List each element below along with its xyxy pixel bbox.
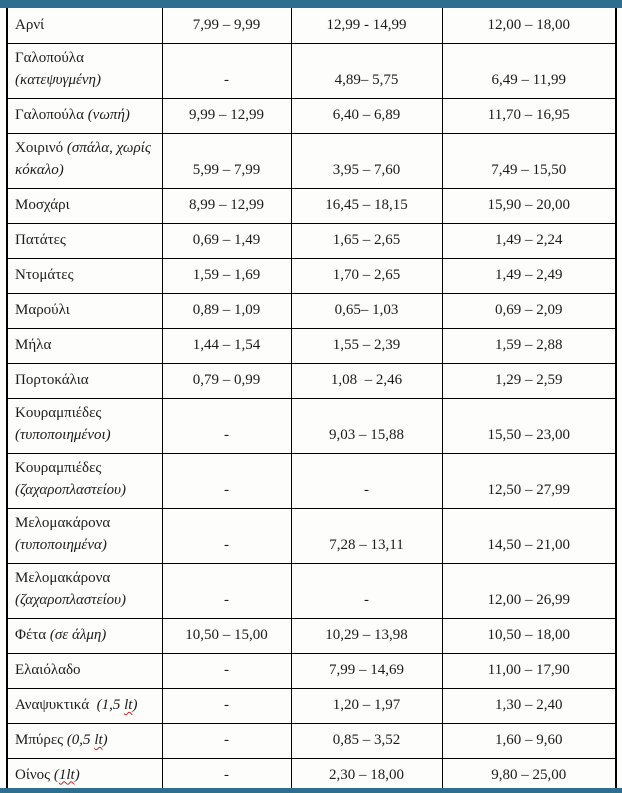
price-range-cell: 7,49 – 15,50 (442, 133, 616, 188)
spellcheck-flagged-text: 1lt (58, 766, 75, 783)
product-name-note: ) (102, 732, 108, 748)
price-range-cell: 0,69 – 1,49 (162, 223, 291, 258)
price-range-cell: 4,89– 5,75 (291, 43, 442, 98)
price-range-cell: 12,50 – 27,99 (442, 453, 616, 508)
product-name-note: (τυποποιημένοι) (15, 427, 111, 443)
table-row (7, 8, 616, 43)
price-range-cell: 10,50 – 15,00 (162, 618, 291, 653)
price-range-cell: 1,44 – 1,54 (162, 328, 291, 363)
price-range-cell: 10,50 – 18,00 (442, 618, 616, 653)
table-row (7, 563, 616, 618)
product-name-text: Αρνί (15, 17, 45, 33)
price-range-cell: 12,00 – 18,00 (442, 8, 616, 43)
product-name-text: Πορτοκάλια (15, 372, 89, 388)
price-missing-cell: - (162, 723, 291, 758)
product-name-cell (7, 98, 162, 133)
product-name-text: Μελομακάρονα (15, 514, 114, 531)
table-row (7, 328, 616, 363)
product-name-text: Γαλοπούλα (15, 49, 88, 66)
price-range-cell: 5,99 – 7,99 (162, 133, 291, 188)
price-range-cell: 1,49 – 2,24 (442, 223, 616, 258)
product-name-cell (7, 8, 162, 43)
product-name-text: Ελαιόλαδο (15, 662, 81, 678)
product-name-note: (τυποποιημένα) (15, 537, 107, 553)
spellcheck-flagged-text: lt (124, 697, 133, 713)
price-range-cell: 6,49 – 11,99 (442, 43, 616, 98)
product-name-cell (7, 293, 162, 328)
price-range-cell: 1,49 – 2,49 (442, 258, 616, 293)
price-missing-cell: - (162, 508, 291, 563)
table-row (7, 723, 616, 758)
price-range-cell: 1,65 – 2,65 (291, 223, 442, 258)
product-name-note: (κατεψυγμένη) (15, 72, 101, 88)
price-range-cell: 2,30 – 18,00 (291, 758, 442, 793)
price-range-cell: 0,79 – 0,99 (162, 363, 291, 398)
price-missing-cell: - (162, 398, 291, 453)
product-name-note: (ζαχαροπλαστείου) (15, 592, 127, 608)
price-range-cell: 1,60 – 9,60 (442, 723, 616, 758)
product-name-cell (7, 258, 162, 293)
product-name-text: Μήλα (15, 337, 52, 353)
product-name-note: (1,5 (96, 697, 125, 713)
price-range-cell: 1,29 – 2,59 (442, 363, 616, 398)
price-range-cell: 7,99 – 9,99 (162, 8, 291, 43)
price-range-cell: 0,89 – 1,09 (162, 293, 291, 328)
price-range-cell: 12,99 - 14,99 (291, 8, 442, 43)
product-name-cell (7, 723, 162, 758)
price-range-cell: 15,90 – 20,00 (442, 188, 616, 223)
product-name-cell (7, 398, 162, 453)
product-name-cell (7, 563, 162, 618)
product-name-text: Μαρούλι (15, 302, 70, 318)
table-row (7, 293, 616, 328)
product-name-text: Φέτα (15, 627, 50, 643)
price-range-cell: 7,99 – 14,69 (291, 653, 442, 688)
price-range-cell: 1,08 – 2,46 (291, 363, 442, 398)
table-row (7, 188, 616, 223)
product-name-cell (7, 363, 162, 398)
product-name-text: Μελομακάρονα (15, 569, 114, 586)
product-name-note: (σπάλα, χωρίς κόκαλο) (15, 139, 155, 178)
price-range-cell: 1,59 – 2,88 (442, 328, 616, 363)
product-name-cell (7, 653, 162, 688)
price-range-cell: 7,28 – 13,11 (291, 508, 442, 563)
table-row (7, 133, 616, 188)
price-range-cell: 10,29 – 13,98 (291, 618, 442, 653)
price-missing-cell: - (162, 688, 291, 723)
product-name-note: (0,5 (66, 732, 95, 748)
price-range-cell: 6,40 – 6,89 (291, 98, 442, 133)
product-name-note: (νωπή) (87, 107, 130, 123)
product-name-cell (7, 43, 162, 98)
price-range-cell: 0,85 – 3,52 (291, 723, 442, 758)
price-missing-cell: - (291, 453, 442, 508)
product-name-cell (7, 328, 162, 363)
product-name-cell (7, 188, 162, 223)
table-row (7, 43, 616, 98)
product-name-note: ) (132, 697, 138, 713)
product-name-text: Γαλοπούλα (15, 107, 88, 123)
price-table (6, 8, 617, 793)
product-name-cell (7, 618, 162, 653)
price-range-cell: 9,80 – 25,00 (442, 758, 616, 793)
table-row (7, 453, 616, 508)
product-name-text: Οίνος (15, 766, 54, 783)
price-missing-cell: - (162, 563, 291, 618)
price-range-cell: 1,30 – 2,40 (442, 688, 616, 723)
page-bottom-border (0, 788, 622, 793)
product-name-text: Πατάτες (15, 232, 66, 248)
price-range-cell: 11,70 – 16,95 (442, 98, 616, 133)
price-range-cell: 1,70 – 2,65 (291, 258, 442, 293)
product-name-cell (7, 453, 162, 508)
price-range-cell: 11,00 – 17,90 (442, 653, 616, 688)
price-table-body (7, 8, 616, 793)
table-row (7, 688, 616, 723)
price-range-cell: 16,45 – 18,15 (291, 188, 442, 223)
price-missing-cell: - (162, 653, 291, 688)
table-row (7, 618, 616, 653)
product-name-cell (7, 223, 162, 258)
table-row (7, 98, 616, 133)
product-name-text: Ντομάτες (15, 267, 74, 283)
table-row (7, 223, 616, 258)
product-name-text: Μπύρες (15, 732, 67, 748)
price-range-cell: 1,59 – 1,69 (162, 258, 291, 293)
product-name-text: Μοσχάρι (15, 197, 70, 213)
table-row (7, 653, 616, 688)
product-name-note: ) (74, 766, 80, 783)
price-range-cell: 0,69 – 2,09 (442, 293, 616, 328)
table-row (7, 508, 616, 563)
table-row (7, 258, 616, 293)
price-range-cell: 9,99 – 12,99 (162, 98, 291, 133)
table-row (7, 398, 616, 453)
product-name-cell (7, 688, 162, 723)
price-missing-cell: - (162, 758, 291, 793)
price-range-cell: 15,50 – 23,00 (442, 398, 616, 453)
product-name-note: (ζαχαροπλαστείου) (15, 482, 127, 498)
product-name-text: Κουραμπιέδες (15, 404, 106, 421)
price-range-cell: 0,65– 1,03 (291, 293, 442, 328)
price-missing-cell: - (162, 43, 291, 98)
table-row (7, 363, 616, 398)
price-range-cell: 8,99 – 12,99 (162, 188, 291, 223)
price-range-cell: 14,50 – 21,00 (442, 508, 616, 563)
price-missing-cell: - (291, 563, 442, 618)
price-range-cell: 3,95 – 7,60 (291, 133, 442, 188)
product-name-cell (7, 508, 162, 563)
product-name-cell (7, 133, 162, 188)
product-name-text: Χοιρινό (15, 139, 67, 156)
product-name-note: ( (53, 766, 59, 783)
spellcheck-flagged-text: lt (94, 732, 103, 748)
price-range-cell: 9,03 – 15,88 (291, 398, 442, 453)
product-name-text: Κουραμπιέδες (15, 459, 106, 476)
price-range-cell: 12,00 – 26,99 (442, 563, 616, 618)
price-missing-cell: - (162, 453, 291, 508)
product-name-text: Αναψυκτικά (15, 697, 97, 713)
page-top-border (0, 0, 622, 8)
product-name-note: (σε άλμη) (49, 627, 107, 643)
price-range-cell: 1,55 – 2,39 (291, 328, 442, 363)
price-range-cell: 1,20 – 1,97 (291, 688, 442, 723)
